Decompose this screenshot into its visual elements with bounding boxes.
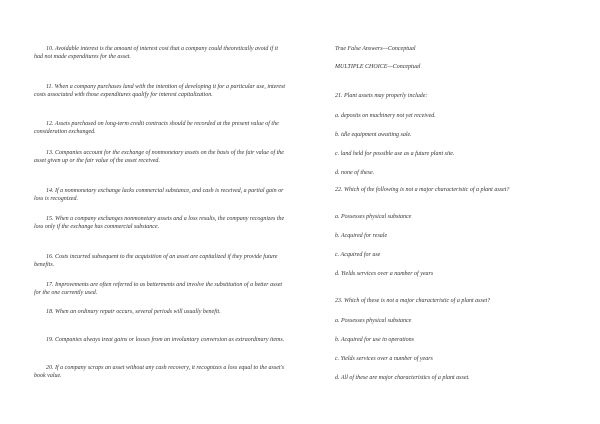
true-false-item-20 [34, 364, 286, 381]
question-22-stem: 22. Which of the following is not a major characteristic of a plant asset? [335, 187, 510, 193]
item-text: When a company purchases land with the intention of developing it for a particular use, interest costs associated with those expenditures qualify for interest capitalization. [34, 84, 286, 99]
question-21-option-d: d. none of these. [335, 170, 375, 176]
item-text: When an ordinary repair occurs, several periods will usually benefit. [55, 309, 221, 315]
question-21-option-a: a. deposits on machinery not yet received. [335, 113, 436, 119]
item-text: Costs incurred subsequent to the acquisition of an asset are capitalized if they provide future benefits. [34, 254, 278, 269]
item-text: If a company scraps an asset without any cash recovery, it recognizes a loss equal to the asset's book value. [34, 365, 285, 380]
item-text: Companies always treat gains or losses from an involuntary conversion as extraordinary items. [55, 337, 285, 343]
item-number: 18. [46, 309, 54, 315]
true-false-item-14 [34, 187, 286, 204]
question-23-option-a: a. Possesses physical substance [335, 318, 412, 324]
question-22-option-d: d. Yields services over a number of years [335, 271, 434, 277]
item-number: 11. [46, 84, 54, 90]
question-21-option-b: b. idle equipment awaiting sale. [335, 132, 412, 138]
item-number: 17. [46, 282, 54, 288]
item-text: Avoidable interest is the amount of interest cost that a company could theoretically avoid if it had not made expenditures for the asset. [34, 46, 279, 61]
true-false-item-10 [34, 45, 286, 62]
answers-heading: True False Answers—Conceptual [335, 46, 416, 52]
item-text: Assets purchased on long-term credit contracts should be recorded at the present value of the consideration exchanged. [34, 121, 279, 136]
question-23-option-d: d. All of these are major characteristics of a plant asset. [335, 375, 470, 381]
item-number: 15. [46, 216, 54, 222]
true-false-item-18 [34, 308, 286, 316]
question-23-option-c: c. Yields services over a number of years [335, 356, 433, 362]
item-number: 16. [46, 254, 54, 260]
true-false-item-19 [34, 336, 286, 344]
true-false-item-15 [34, 215, 286, 232]
item-number: 12. [46, 121, 54, 127]
true-false-item-13 [34, 149, 286, 166]
item-text: Companies account for the exchange of nonmonetary assets on the basis of the fair value of the asset given up or the fair value of the asset received. [34, 150, 284, 165]
true-false-item-11 [34, 83, 286, 100]
item-text: If a nonmonetary exchange lacks commercial substance, and cash is received, a partial gain or loss is recognized. [34, 188, 284, 203]
question-23-stem: 23. Which of these is not a major characteristic of a plant asset? [335, 298, 491, 304]
question-23-option-b: b. Acquired for use in operations [335, 337, 414, 343]
question-22-option-c: c. Acquired for use [335, 252, 381, 258]
item-number: 13. [46, 150, 54, 156]
item-number: 14. [46, 188, 54, 194]
question-21-stem: 21. Plant assets may properly include: [335, 93, 428, 99]
item-number: 10. [46, 46, 54, 52]
multiple-choice-heading: MULTIPLE CHOICE—Conceptual [335, 64, 421, 70]
question-21-option-c: c. land held for possible use as a future plant site. [335, 151, 455, 157]
item-number: 19. [46, 337, 54, 343]
item-text: Improvements are often referred to as betterments and involve the substitution of a better asset for the one currently used. [34, 282, 283, 297]
question-22-option-b: b. Acquired for resale [335, 233, 388, 239]
item-text: When a company exchanges nonmonetary assets and a loss results, the company recognizes the loss only if the exchange has commercial substance. [34, 216, 285, 231]
true-false-item-16 [34, 253, 286, 270]
item-number: 20. [46, 365, 54, 371]
true-false-item-17 [34, 281, 286, 298]
question-22-option-a: a. Possesses physical substance [335, 214, 412, 220]
true-false-item-12 [34, 120, 286, 137]
